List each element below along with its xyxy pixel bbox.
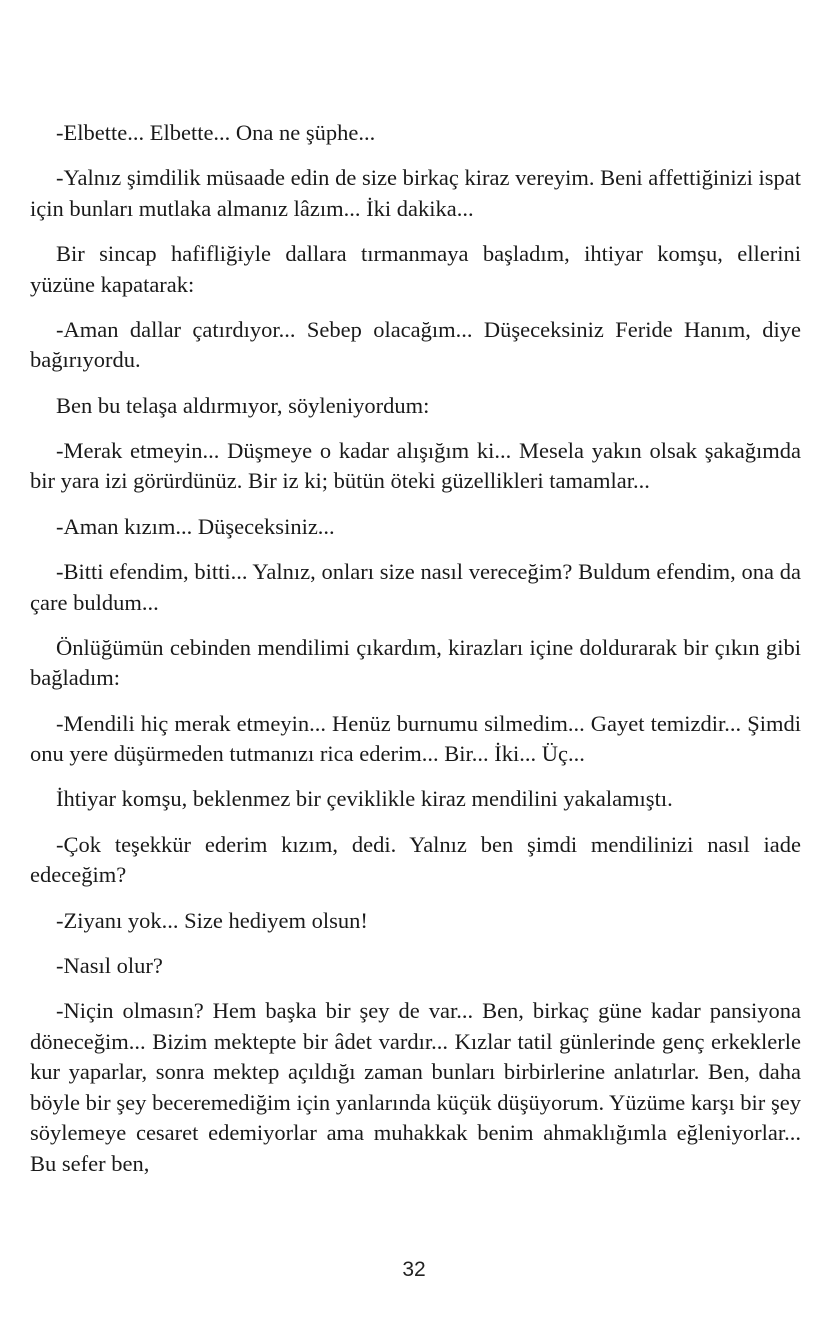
paragraph: Bir sincap hafifliğiyle dallara tırmanmaya başladım, ihtiyar komşu, ellerini yüzüne kapatarak:	[30, 241, 801, 297]
paragraph: -Merak etmeyin... Düşmeye o kadar alışığım ki... Mesela yakın olsak şakağımda bir yara izi görürdünüz. Bir iz ki; bütün öteki güzellikleri tamamlar...	[30, 437, 801, 494]
paragraph: -Aman kızım... Düşeceksiniz...	[56, 513, 335, 539]
paragraph: Önlüğümün cebinden mendilimi çıkardım, kirazları içine doldurarak bir çıkın gibi bağladım:	[30, 634, 801, 691]
page-number: 32	[402, 1258, 426, 1281]
paragraph: -Aman dallar çatırdıyor... Sebep olacağım... Düşeceksiniz Feride Hanım, diye bağırıyordu.	[30, 316, 801, 373]
paragraph: -Mendili hiç merak etmeyin... Henüz burnumu silmedim... Gayet temizdir... Şimdi onu yere düşürmeden tutmanızı rica ederim... Bir... İki... Üç...	[30, 710, 801, 767]
page-body	[30, 118, 801, 1194]
paragraph: -Bitti efendim, bitti... Yalnız, onları size nasıl vereceğim? Buldum efendim, ona da çare buldum...	[30, 559, 801, 615]
paragraph: -Yalnız şimdilik müsaade edin de size birkaç kiraz vereyim. Beni affettiğinizi ispat için bunları mutlaka almanız lâzım... İki dakika...	[30, 165, 801, 221]
paragraph: -Niçin olmasın? Hem başka bir şey de var... Ben, birkaç güne kadar pansiyona döneceğim... Bizim mektepte bir âdet vardır... Kızlar tatil günlerinde genç erkeklerle kur yaparlar, sonra mektep açıldığı zaman bunları birbirlerine anlatırlar. Ben, daha böyle bir şey beceremediğim için yanlarında küçük düşüyorum. Yüzüme karşı bir şey söylemeye cesaret edemiyorlar ama muhakkak benim ahmaklığımla eğleniyorlar... Bu sefer ben,	[30, 998, 801, 1176]
paragraph: -Ziyanı yok... Size hediyem olsun!	[56, 907, 368, 933]
paragraph: İhtiyar komşu, beklenmez bir çeviklikle kiraz mendilini yakalamıştı.	[56, 786, 673, 812]
paragraph: -Nasıl olur?	[56, 952, 163, 978]
paragraph: -Çok teşekkür ederim kızım, dedi. Yalnız ben şimdi mendilinizi nasıl iade edeceğim?	[30, 831, 801, 888]
paragraph: Ben bu telaşa aldırmıyor, söyleniyordum:	[56, 392, 430, 418]
paragraph: -Elbette... Elbette... Ona ne şüphe...	[56, 120, 376, 145]
